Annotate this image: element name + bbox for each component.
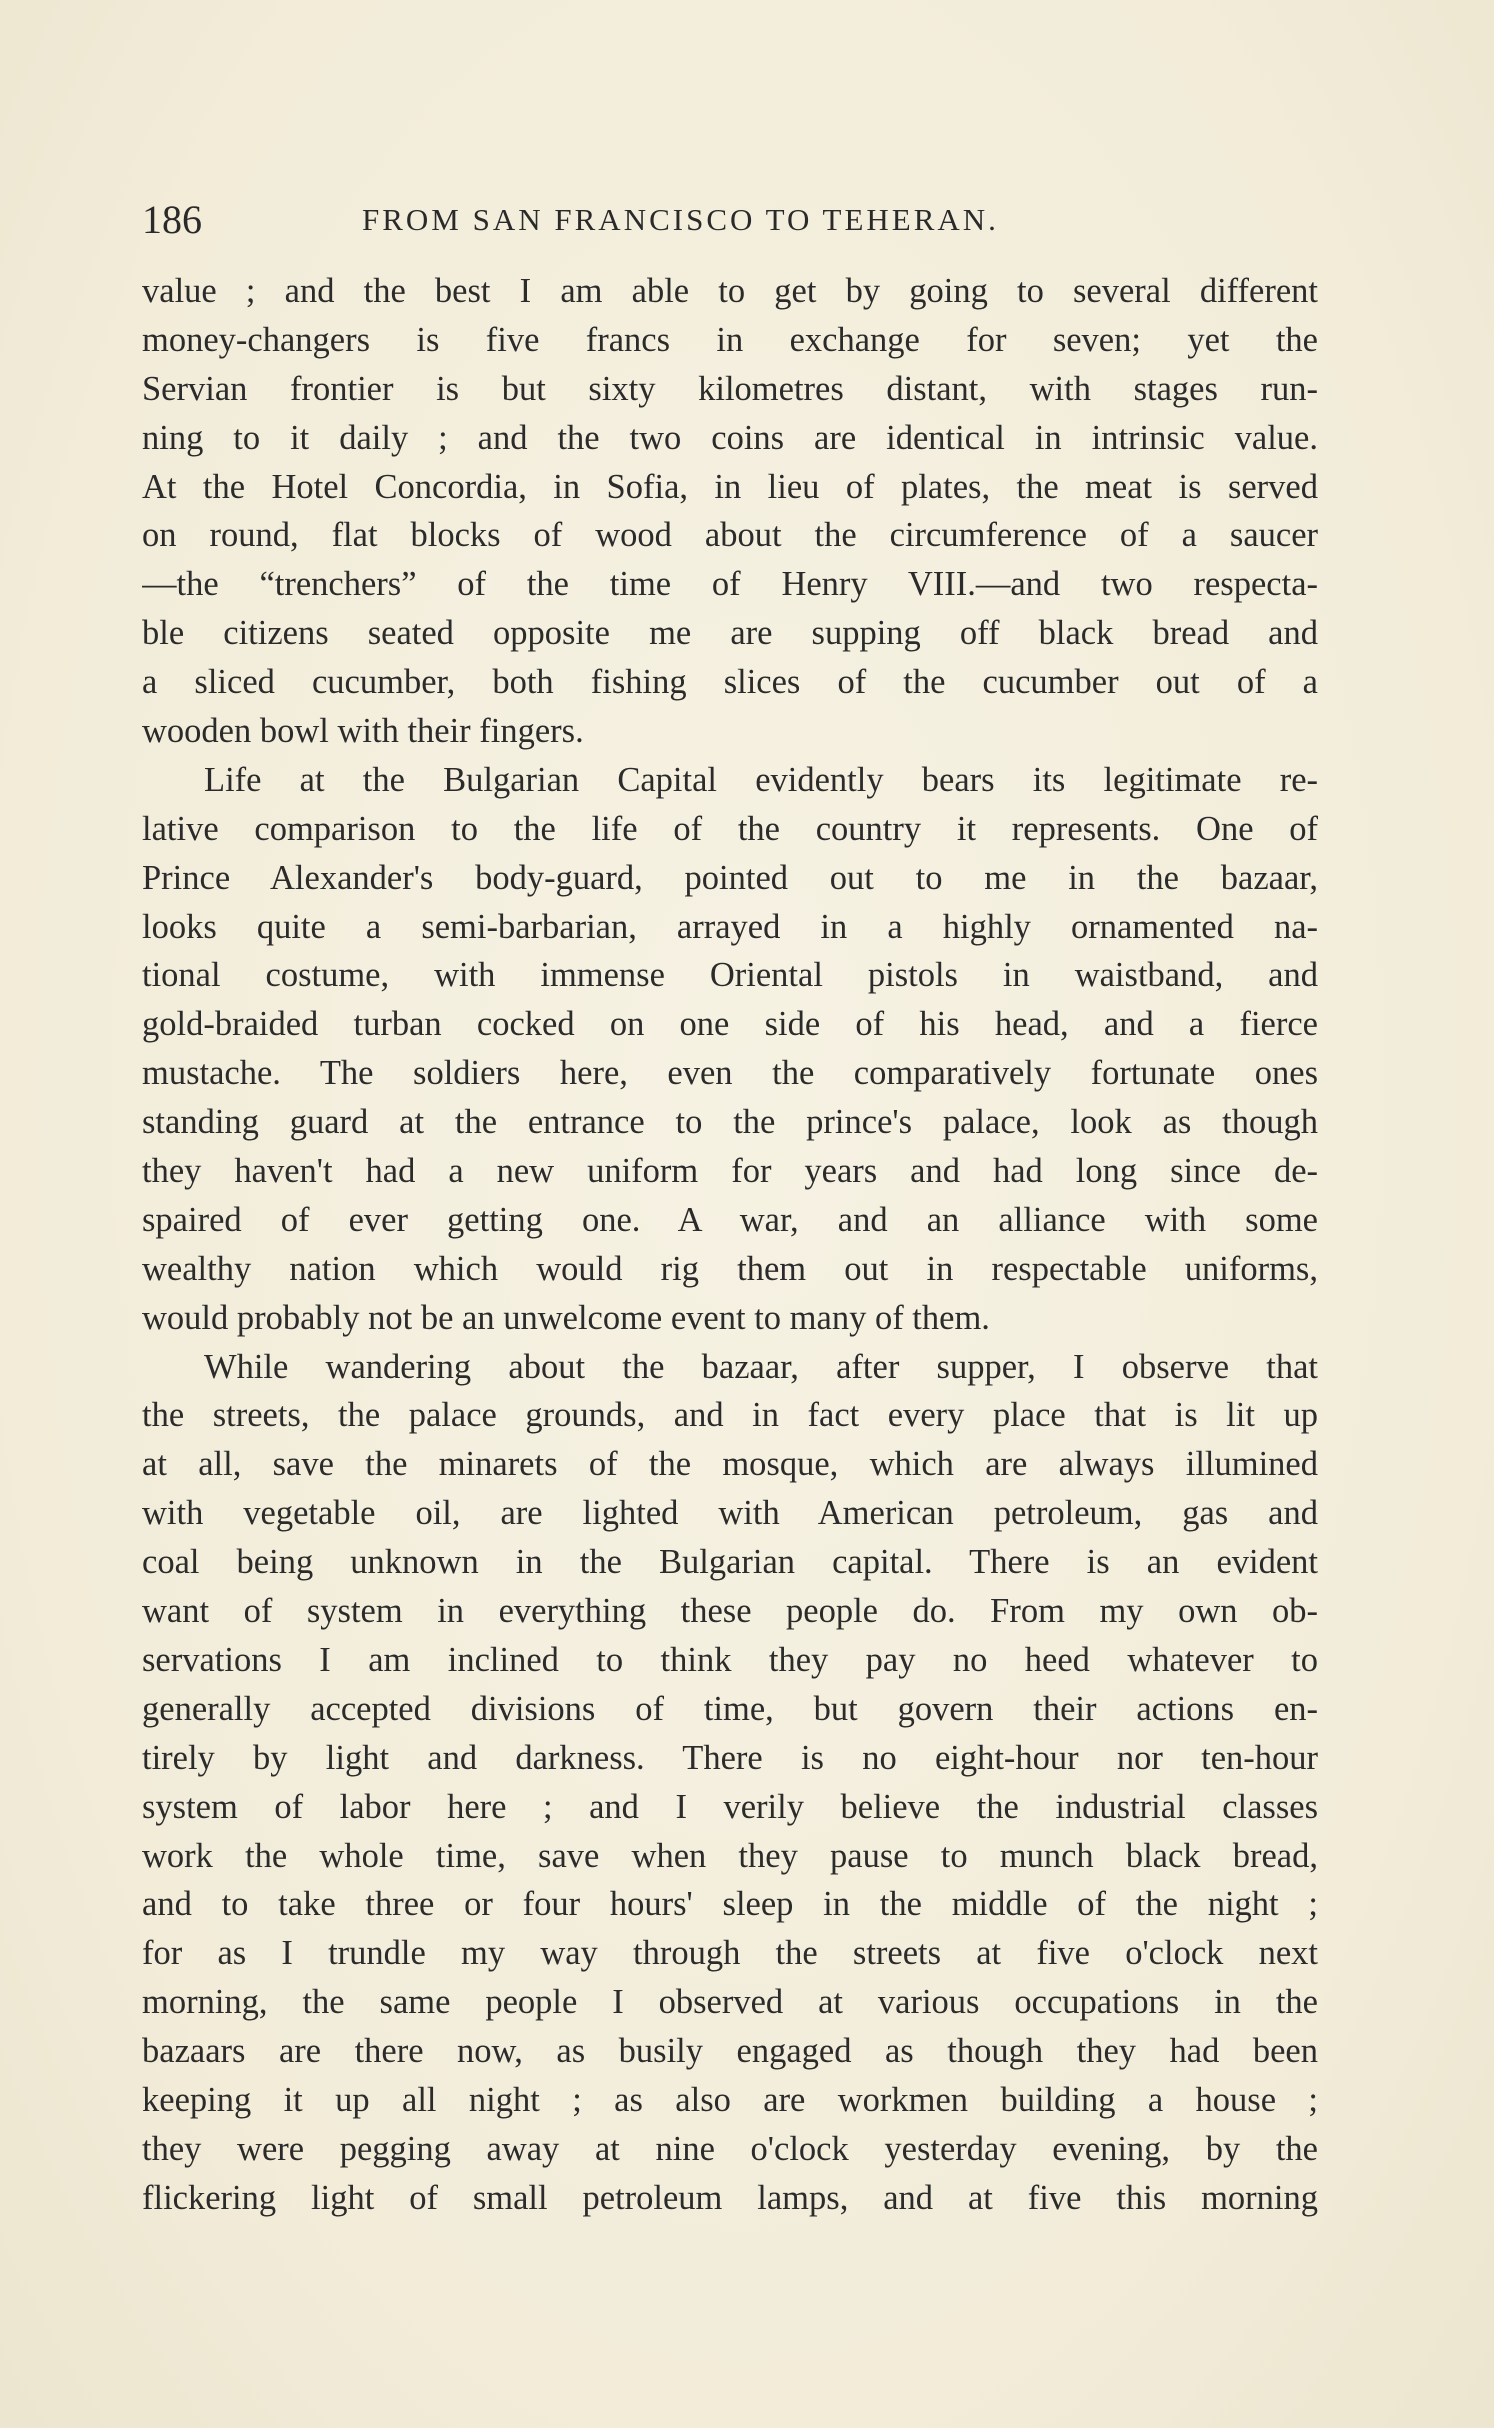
text-line: at all, save the minarets of the mosque, which are always illumined — [142, 1445, 1318, 1484]
text-line: Servian frontier is but sixty kilometres distant, with stages run- — [142, 369, 1318, 408]
text-line: —the “trenchers” of the time of Henry VIII.—and two respecta- — [142, 565, 1318, 604]
text-line: with vegetable oil, are lighted with American petroleum, gas and — [142, 1494, 1318, 1533]
page-number: 186 — [142, 197, 202, 242]
text-line: coal being unknown in the Bulgarian capital. There is an evident — [142, 1543, 1318, 1582]
text-line: flickering light of small petroleum lamps, and at five this morning — [142, 2178, 1318, 2217]
text-line: wooden bowl with their fingers. — [142, 712, 584, 751]
text-line: Prince Alexander's body-guard, pointed out to me in the bazaar, — [142, 858, 1318, 897]
text-line: money-changers is five francs in exchange for seven; yet the — [142, 320, 1318, 359]
text-line: for as I trundle my way through the streets at five o'clock next — [142, 1934, 1318, 1973]
text-line: system of labor here ; and I verily believe the industrial classes — [142, 1787, 1318, 1826]
text-line: keeping it up all night ; as also are workmen building a house ; — [142, 2080, 1318, 2119]
text-line: value ; and the best I am able to get by going to several different — [142, 272, 1318, 310]
page-header — [142, 190, 1318, 250]
running-head: FROM SAN FRANCISCO TO TEHERAN. — [362, 202, 999, 237]
text-line: would probably not be an unwelcome event to many of them. — [142, 1298, 990, 1337]
text-line: gold-braided turban cocked on one side of his head, and a fierce — [142, 1005, 1318, 1044]
text-line: want of system in everything these people do. From my own ob- — [142, 1592, 1318, 1631]
text-line: wealthy nation which would rig them out in respectable uniforms, — [142, 1249, 1318, 1288]
text-line: bazaars are there now, as busily engaged as though they had been — [142, 2032, 1318, 2071]
text-line: tirely by light and darkness. There is no eight-hour nor ten-hour — [142, 1738, 1318, 1777]
text-line: they haven't had a new uniform for years and had long since de- — [142, 1152, 1318, 1191]
text-line: a sliced cucumber, both fishing slices of the cucumber out of a — [142, 663, 1318, 702]
text-line: tional costume, with immense Oriental pistols in waistband, and — [142, 956, 1318, 995]
text-line: spaired of ever getting one. A war, and an alliance with some — [142, 1200, 1318, 1239]
text-line: lative comparison to the life of the country it represents. One of — [142, 809, 1318, 848]
text-line: they were pegging away at nine o'clock yesterday evening, by the — [142, 2129, 1318, 2168]
text-line: mustache. The soldiers here, even the comparatively fortunate ones — [142, 1054, 1318, 1093]
text-line: morning, the same people I observed at various occupations in the — [142, 1983, 1318, 2022]
text-line: work the whole time, save when they pause to munch black bread, — [142, 1836, 1318, 1875]
text-line: on round, flat blocks of wood about the circumference of a saucer — [142, 516, 1318, 555]
text-line: ning to it daily ; and the two coins are identical in intrinsic value. — [142, 418, 1318, 457]
text-line: ble citizens seated opposite me are supping off black bread and — [142, 614, 1318, 653]
text-line: servations I am inclined to think they pay no heed whatever to — [142, 1640, 1318, 1679]
text-line: At the Hotel Concordia, in Sofia, in lieu of plates, the meat is served — [142, 467, 1318, 506]
text-line: standing guard at the entrance to the prince's palace, look as though — [142, 1103, 1318, 1142]
text-line: generally accepted divisions of time, but govern their actions en- — [142, 1689, 1318, 1728]
text-line: and to take three or four hours' sleep in the middle of the night ; — [142, 1885, 1318, 1924]
text-line: looks quite a semi-barbarian, arrayed in a highly ornamented na- — [142, 907, 1318, 946]
body-text — [142, 267, 1318, 2223]
text-line: the streets, the palace grounds, and in fact every place that is lit up — [142, 1396, 1318, 1435]
paragraph-start-line: Life at the Bulgarian Capital evidently bears its legitimate re- — [204, 760, 1318, 799]
paragraph-start-line: While wandering about the bazaar, after supper, I observe that — [204, 1347, 1318, 1386]
